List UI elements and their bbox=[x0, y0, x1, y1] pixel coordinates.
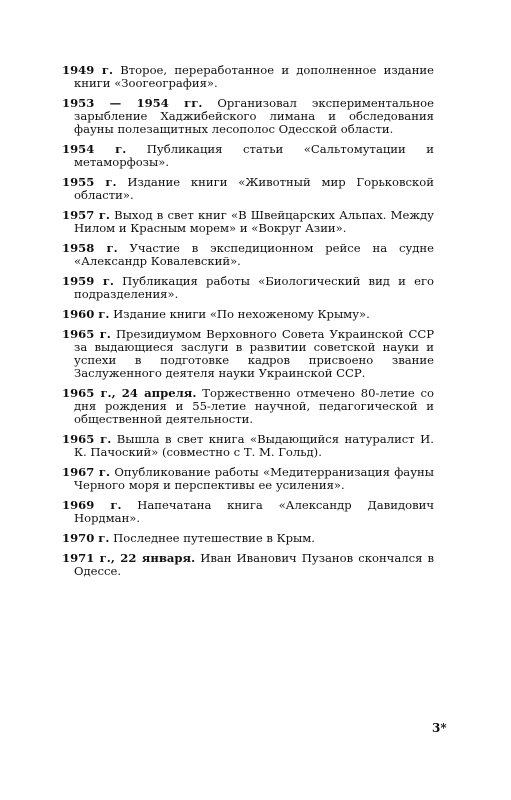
chronology-list bbox=[62, 64, 434, 585]
entry-date: 1954 г. bbox=[62, 142, 127, 156]
entry-text: Организовал экспериментальное зарыбление Хаджибейского лимана и обследования фауны полезащитных лесополос Одесской области. bbox=[74, 96, 435, 136]
entry-date: 1970 г. bbox=[62, 531, 110, 545]
entry-date: 1969 г. bbox=[62, 498, 122, 512]
entry-date: 1957 г. bbox=[62, 208, 110, 222]
entry-date: 1965 г. bbox=[62, 432, 112, 446]
entry-text: Издание книги «По нехоженому Крыму». bbox=[113, 307, 370, 321]
entry-text: Последнее путешествие в Крым. bbox=[113, 531, 315, 545]
entry-text: Иван Иванович Пузанов скончался в Одессе. bbox=[74, 551, 435, 578]
chronology-entry bbox=[62, 209, 434, 235]
entry-text: Публикация статьи «Сальтомутации и метаморфозы». bbox=[74, 142, 435, 169]
entry-date: 1965 г. bbox=[62, 327, 111, 341]
chronology-entry bbox=[62, 143, 434, 169]
chronology-entry bbox=[62, 275, 434, 301]
entry-text: Издание книги «Животный мир Горьковской области». bbox=[74, 175, 434, 202]
entry-text: Опубликование работы «Медитерранизация фауны Черного моря и перспективы ее усиления». bbox=[74, 465, 434, 492]
page-number: 3* bbox=[432, 721, 447, 735]
entry-date: 1967 г. bbox=[62, 465, 111, 479]
chronology-entry bbox=[62, 64, 434, 90]
entry-date: 1965 г., 24 апреля. bbox=[62, 386, 197, 400]
entry-date: 1960 г. bbox=[62, 307, 110, 321]
entry-text: Напечатана книга «Александр Давидович Нордман». bbox=[74, 498, 434, 525]
entry-date: 1971 г., 22 января. bbox=[62, 551, 196, 565]
chronology-entry bbox=[62, 328, 434, 380]
chronology-entry bbox=[62, 433, 434, 459]
entry-text: Президиумом Верховного Совета Украинской ССР за выдающиеся заслуги в развитии советской науки и успехи в подготовке кадров присвоено звание Заслуженного деятеля науки Украинской ССР. bbox=[74, 327, 434, 380]
chronology-entry bbox=[62, 466, 434, 492]
entry-date: 1955 г. bbox=[62, 175, 117, 189]
entry-text: Участие в экспедиционном рейсе на судне «Александр Ковалевский». bbox=[74, 241, 434, 268]
chronology-entry bbox=[62, 176, 434, 202]
chronology-entry bbox=[62, 242, 434, 268]
entry-text: Торжественно отмечено 80-летие со дня рождения и 55-летие научной, педагогической и общественной деятельности. bbox=[74, 386, 435, 426]
entry-date: 1958 г. bbox=[62, 241, 118, 255]
chronology-entry bbox=[62, 552, 434, 578]
chronology-entry bbox=[62, 532, 434, 545]
entry-date: 1953 — 1954 гг. bbox=[62, 96, 203, 110]
entry-text: Выход в свет книг «В Швейцарских Альпах. Между Нилом и Красным морем» и «Вокруг Азии». bbox=[74, 208, 434, 235]
entry-text: Вышла в свет книга «Выдающийся натуралист И. К. Пачоский» (совместно с Т. М. Гольд). bbox=[74, 432, 434, 459]
chronology-entry bbox=[62, 499, 434, 525]
chronology-entry bbox=[62, 97, 434, 136]
entry-date: 1949 г. bbox=[62, 63, 113, 77]
chronology-entry bbox=[62, 308, 434, 321]
entry-text: Второе, переработанное и дополненное издание книги «Зоогеография». bbox=[74, 63, 435, 90]
entry-date: 1959 г. bbox=[62, 274, 114, 288]
entry-text: Публикация работы «Биологический вид и его подразделения». bbox=[74, 274, 434, 301]
chronology-entry bbox=[62, 387, 434, 426]
